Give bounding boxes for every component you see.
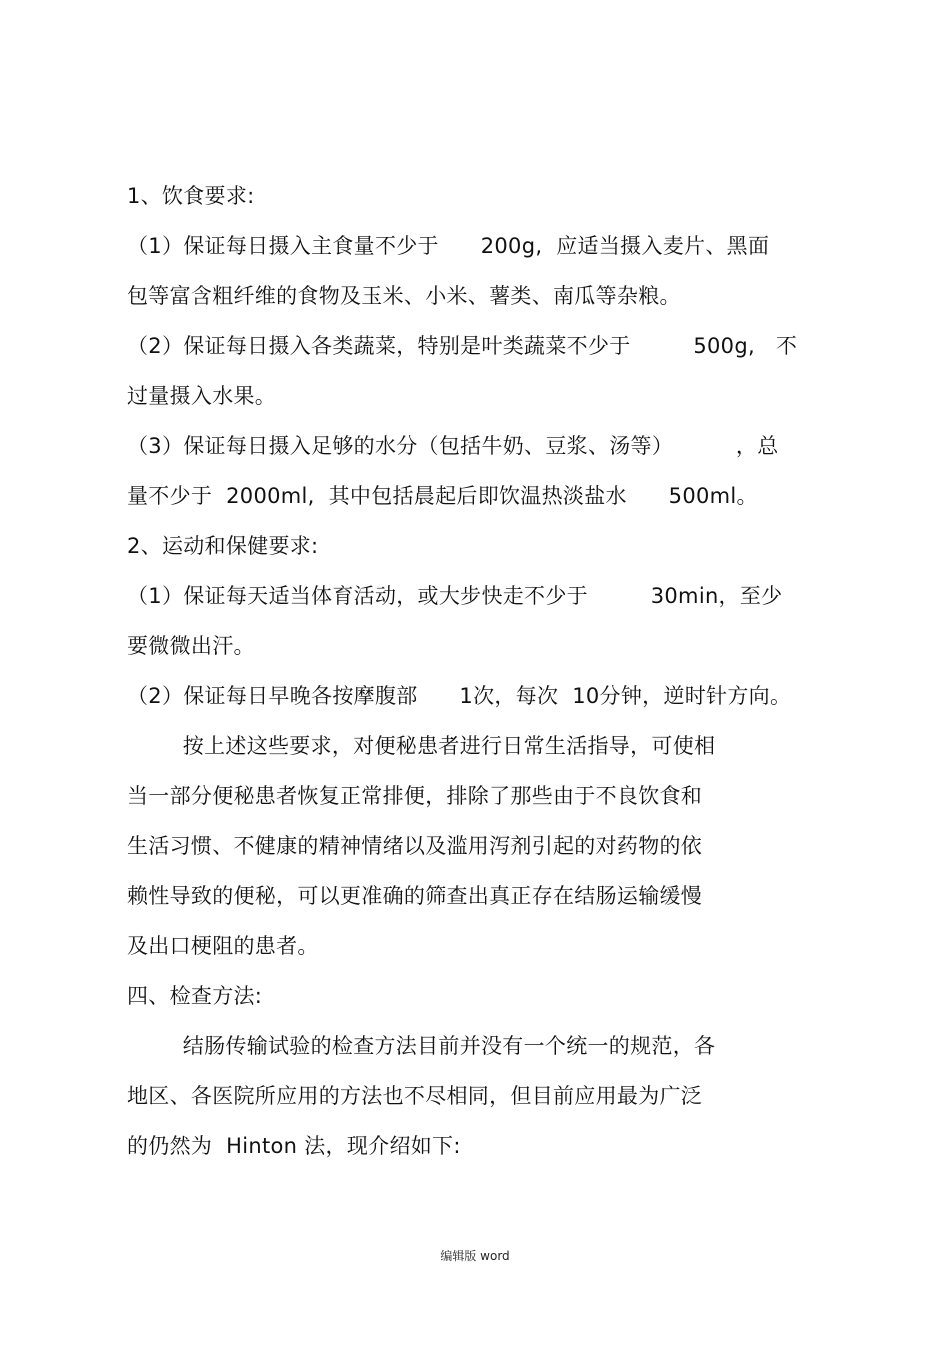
paragraph-line: 结肠传输试验的检查方法目前并没有一个统一的规范，各 bbox=[127, 1034, 716, 1058]
paragraph-line: 的仍然为 Hinton 法，现介绍如下: bbox=[127, 1134, 461, 1158]
page-footer: 编辑版 word bbox=[440, 1249, 510, 1263]
section-heading-exam-method: 四、检查方法: bbox=[127, 984, 263, 1008]
paragraph-line: 赖性导致的便秘，可以更准确的筛查出真正存在结肠运输缓慢 bbox=[127, 884, 703, 908]
text-line: 要微微出汗。 bbox=[127, 634, 255, 658]
paragraph-line: 生活习惯、不健康的精神情绪以及滥用泻剂引起的对药物的依 bbox=[127, 834, 703, 858]
section-heading-diet: 1、饮食要求: bbox=[127, 184, 255, 208]
text-line: （1）保证每天适当体育活动，或大步快走不少于 30min，至少 bbox=[127, 584, 783, 608]
text-line: （3）保证每日摄入足够的水分（包括牛奶、豆浆、汤等） ，总 bbox=[127, 434, 779, 458]
text-line: （1）保证每日摄入主食量不少于 200g, 应适当摄入麦片、黑面 bbox=[127, 234, 770, 258]
text-line: （2）保证每日摄入各类蔬菜，特别是叶类蔬菜不少于 500g, 不 bbox=[127, 334, 798, 358]
paragraph-line: 地区、各医院所应用的方法也不尽相同，但目前应用最为广泛 bbox=[127, 1084, 703, 1108]
paragraph-line: 按上述这些要求，对便秘患者进行日常生活指导，可使相 bbox=[127, 734, 716, 758]
text-line: （2）保证每日早晚各按摩腹部 1次，每次 10分钟，逆时针方向。 bbox=[127, 684, 792, 708]
paragraph-line: 及出口梗阻的患者。 bbox=[127, 934, 319, 958]
paragraph-line: 当一部分便秘患者恢复正常排便，排除了那些由于不良饮食和 bbox=[127, 784, 703, 808]
text-line: 量不少于 2000ml, 其中包括晨起后即饮温热淡盐水 500ml。 bbox=[127, 484, 758, 508]
section-heading-exercise: 2、运动和保健要求: bbox=[127, 534, 319, 558]
text-line: 包等富含粗纤维的食物及玉米、小米、薯类、南瓜等杂粮。 bbox=[127, 284, 681, 308]
text-line: 过量摄入水果。 bbox=[127, 384, 277, 408]
